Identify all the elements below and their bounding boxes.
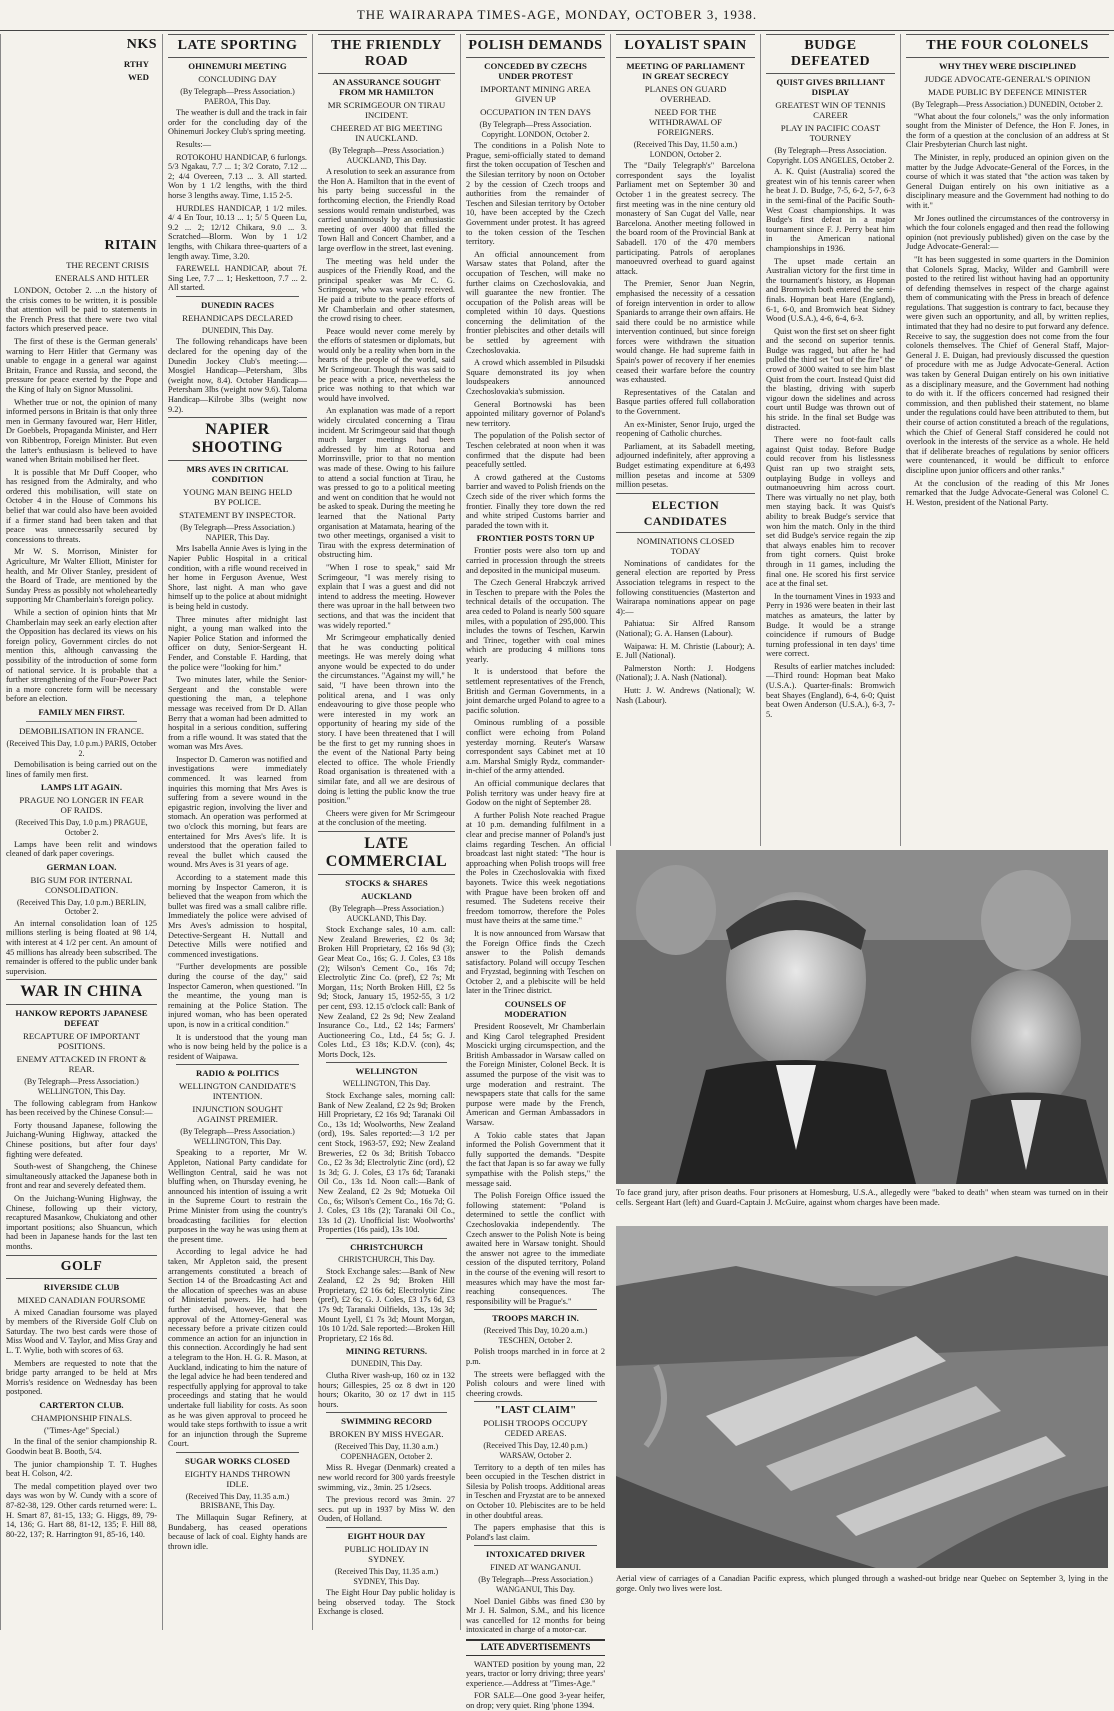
article-paragraph: Frontier posts were also torn up and carried in procession through the streets and deposited in the municipal museum. — [466, 546, 605, 575]
article-heading: WAR IN CHINA — [6, 979, 157, 1005]
dateline: DUNEDIN, This Day. — [350, 1359, 423, 1369]
article-subheading: MR SCRIMGEOUR ON TIRAU INCIDENT. — [327, 100, 446, 120]
article-paragraph: The streets were beflagged with the Polish colours and were lined with cheering crowds. — [466, 1369, 605, 1398]
article-paragraph: A resolution to seek an assurance from the Hon A. Hamilton that in the event of his party being successful in the forthcoming election, the Friendly Road sessions would remain undisturbed, was carried unanimously by an enthusiastic meeting of over 4000 that filled the Town Hall and Concert Chamber, and a large overflow in the street, last evening. — [318, 167, 455, 253]
article-subheading: FINED AT WANGANUI. — [490, 1562, 581, 1573]
article-paragraph: An explanation was made of a report widely circulated concerning a Tirau incident. Mr Scrimgeour said that though much larger meetings had been addressed by him at Rotorua and Morrinsville, prior to that no mention was made of these. Owing to his failure to attend a social function at Tirau, he was pressed to go to a political meeting and went on condition that he would not be asked to speak. During the meeting he learned that the National Party organisation at Matamata, hearing of the two other meetings, organised a visit to Tirau with the express determination of obstructing him. — [318, 406, 455, 560]
article-paragraph: Territory to a depth of ten miles has been occupied in the Teschen district in Silesia by Polish troops. Additional areas in Teschen and Fryzstat are to be annexed on October 10. Plebiscites are to be held in other doubtful areas. — [466, 1462, 605, 1520]
article-paragraph: Mr Jones outlined the circumstances of the controversy in which the four colonels engaged and then read the following opinion (not previously published) given on the case by the Judge Advocate-General:— — [906, 213, 1109, 252]
dateline: (Received This Day, 1.0 p.m.) BERLIN, October 2. — [16, 897, 147, 917]
classified-ad: FOR SALE—One good 3-year heifer, on drop; very quiet. Ring 'phone 1394. — [466, 1691, 605, 1710]
article-subheading: MRS AVES IN CRITICAL CONDITION — [186, 464, 289, 485]
article-subheading: ENEMY ATTACKED IN FRONT & REAR. — [16, 1054, 147, 1075]
advertisements-heading: LATE ADVERTISEMENTS — [466, 1639, 605, 1656]
article-heading: RADIO & POLITICS — [176, 1064, 299, 1078]
fragment-subheading: WED — [127, 72, 149, 82]
article-heading: DUNEDIN RACES — [176, 296, 299, 310]
dateline: CHRISTCHURCH, This Day. — [338, 1254, 435, 1264]
article-heading: SUGAR WORKS CLOSED — [176, 1452, 299, 1466]
column-2 — [162, 34, 312, 1630]
article-paragraph: The conditions in a Polish Note to Prague, semi-officially stated to demand first the token occupation of Teschen and the Silesian territory by noon on October 2 by the cession of Czech troops and authorities from the remainder of Teschen and Silesian territory by October 10, have been accepted by the Czech Government under protest. It has agreed to the token cession of the Teschen territory. — [466, 141, 605, 247]
article-subheading: WHY THEY WERE DISCIPLINED — [938, 61, 1077, 71]
article-paragraph: An official announcement from Warsaw states that Poland, after the occupation of Teschen, will make no further claims on Czechoslovakia, and will guarantee the new frontier. The occupation of the Polish areas will be completed within 10 days. Questions concerning the delimitation of the frontier plebiscites and other details will be settled by agreement with Czechoslovakia. — [466, 249, 605, 355]
article-subheading: AN ASSURANCE SOUGHT FROM MR HAMILTON — [332, 77, 441, 97]
article-heading: LATE SPORTING — [168, 34, 307, 58]
article-paragraph: Pahiatua: Sir Alfred Ransom (National); G. A. Hansen (Labour). — [616, 619, 755, 638]
article-heading: INTOXICATED DRIVER — [474, 1545, 597, 1559]
article-subheading: PUBLIC HOLIDAY IN SYDNEY. — [344, 1544, 429, 1565]
article-paragraph: A crowd gathered at the Customs barrier and waved to Polish friends on the Czech side of the river which forms the frontier. Finally they tore down the red and white striped Customs barrier and paraded the town with it. — [466, 472, 605, 530]
dateline: (Received This Day, 1.0 p.m.) PRAGUE, October 2. — [15, 818, 148, 837]
column-1 — [0, 34, 162, 1630]
article-subheading: MEETING OF PARLIAMENT IN GREAT SECRECY — [626, 61, 745, 81]
article-subheading: GREATEST WIN OF TENNIS CAREER — [775, 100, 886, 120]
article-paragraph: A further Polish Note reached Prague at 10 p.m. demanding fulfilment in a clear and precise manner of Poland's just claims regarding Teschen. An official broadcast last night stated: "The hour is approaching when Polish troops will free the Poles in Czechoslovakia with fixed bayonets. Twice this week negotiations with Prague have been broken off and resumed. The Sudetens receive their freedom tomorrow, therefore the Poles must have theirs at the same time." — [466, 810, 605, 926]
article-paragraph: Peace would never come merely by the efforts of statesmen or diplomats, but would only be a reality when born in the hearts of the people of the world, said Mr Scrimgeour. Though this was said to be peace with a price, nevertheless the price was nothing to that which war would have involved. — [318, 326, 455, 403]
dateline: (By Telegraph—Press Association.) AUCKLAND, This Day. — [329, 903, 444, 923]
photo-prison-guards — [616, 850, 1108, 1184]
dateline: (By Telegraph—Press Association. Copyright. LOS ANGELES, October 2. — [766, 146, 895, 165]
article-paragraph: A crowd which assembled in Pilsudski Square demonstrated its joy when loudspeakers announced Czechoslovakia's submission. — [466, 358, 605, 397]
article-paragraph: "When I rose to speak," said Mr Scrimgeour, "I was merely rising to explain that I was a guest and did not intend to address the meeting. However there was uproar in the hall between two sections, and that was the incident that was widely reported." — [318, 562, 455, 630]
article-paragraph: Inspector D. Cameron was notified and investigations were immediately commenced. It was learned from inquiries this morning that Mrs Aves is suffering from a severe wound in the epigastric region, involving the liver and stomach. An operation was performed at two o'clock this morning, but fears are entertained for Mrs Aves's life. It is understood that the operation failed to reveal the bullet which caused the wound. Mrs Aves is 31 years of age. — [168, 754, 307, 870]
article-subheading: NOMINATIONS CLOSED TODAY — [636, 535, 735, 556]
article-paragraph: Stock Exchange sales:—Bank of New Zealand, £2 2s 9d; Broken Hill Proprietary, £2 16s 6d; Electrolytic Zinc (pref), £2 6s; G. J. Coles, £3 17s 6d, £3 17s 9d; Taranaki Oilfields, 13s, 13s 3d; Mount Lyell, £1 7s 3d; Mount Morgan, 10s 10 1/2d. Sale reported:—Broken Hill Proprietary, £2 16s 8d. — [318, 1266, 455, 1343]
article-paragraph: There were no foot-fault calls against Quist today. Before Budge could recover from his listlessness Quist ran up two straight sets, outplaying Budge in volleys and outmanoeuvring him across court. There was virtually no net play, both men staying back. It was Quist's ability to break Budge's service that won him the match. Only in the third set did Budge's service regain the zip that always enables him to recover from tight corners. Quist broke through in 11 games, including the final one. He scored his first service ace at the final set. — [766, 435, 895, 589]
dateline: (By Telegraph—Press Association.) WANGANUI, This Day. — [478, 1575, 593, 1594]
article-paragraph: An internal consolidation loan of 125 millions sterling is being floated at 98 1/4, with interest at 4 1/2 per cent. An amount of 45 millions has already been subscribed. The remainder is offered to the public under bank supervision. — [6, 918, 157, 976]
article-paragraph: Representatives of the Catalan and Basque parties offered full collaboration to the Government. — [616, 387, 755, 417]
column-3 — [312, 34, 460, 1630]
article-paragraph: The weather is dull and the track in fair order for the concluding day of the Ohinemuri Jockey Club's spring meeting. — [168, 108, 307, 137]
dateline: (Received This Day, 10.20 a.m.) TESCHEN, October 2. — [483, 1326, 588, 1345]
article-paragraph: The population of the Polish sector of Teschen celebrated at noon when it was confirmed that the dispute had been peacefully settled. — [466, 431, 605, 470]
dateline: (By Telegraph—Press Association.) WELLINGTON, This Day. — [180, 1127, 295, 1146]
article-paragraph: The junior championship T. T. Hughes beat H. Colson, 4/2. — [6, 1459, 157, 1479]
article-paragraph: It is possible that Mr Duff Cooper, who has resigned from the Admiralty, and who ordered this mobilisation, will state on October 4 in the House of Commons his belief that war could also have been avoided if a firmer stand had been taken and that peace was unnecessarily secured by concessions to threats. — [6, 467, 157, 544]
article-paragraph: Members are requested to note that the bridge party arranged to be held at Mrs Morris's residence on Wednesday has been postponed. — [6, 1358, 157, 1397]
article-paragraph: Whether true or not, the opinion of many informed persons in Britain is that only three men in Germany favoured war, Herr Hitler, Dr Goebbels, Propaganda Minister, and Herr von Ribbentrop, Foreign Minister. But even the latter's enthusiasm is believed to have waned when Britain mobilised her fleet. — [6, 397, 157, 465]
article-paragraph: The Polish Foreign Office issued the following statement: "Poland is determined to settle the conflict with Czechoslovakia independently. The Czech answer to the Polish Note is being awaited here in Warsaw tonight. Should the answer not agree to the immediate cession of the disputed territory, Poland in the course of the evening will resort to measures which may have the most far-reaching consequences. The responsibility will be Prague's." — [466, 1191, 605, 1306]
article-subheading: DEMOBILISATION IN FRANCE. — [19, 725, 144, 736]
article-paragraph: President Roosevelt, Mr Chamberlain and King Carol telegraphed President Moscicki urging circumspection, and the British Ambassador in Warsaw called on the Foreign Minister, Colonel Beck. It is assumed the purpose of the visit was to urge moderation and restraint. The newspapers state that calls for the same purpose were made by the French, American and German Ambassadors in Warsaw. — [466, 1022, 605, 1127]
article-paragraph: A Tokio cable states that Japan informed the Polish Government that it fully supported the demands. "Despite the fact that Japan is so far away we fully sympathise with the Polish steps," the message said. — [466, 1130, 605, 1188]
article-heading: LOYALIST SPAIN — [616, 34, 755, 58]
article-subheading: PRAGUE NO LONGER IN FEAR OF RAIDS. — [19, 795, 144, 816]
article-heading: THE FRIENDLY ROAD — [318, 34, 455, 74]
article-heading: AUCKLAND — [361, 890, 412, 901]
article-subheading: BROKEN BY MISS HVEGAR. — [329, 1429, 444, 1440]
article-subheading: EIGHTY HANDS THROWN IDLE. — [184, 1468, 291, 1489]
article-subheading: CONCEDED BY CZECHS UNDER PROTEST — [484, 61, 587, 81]
article-subheading: RECAPTURE OF IMPORTANT POSITIONS. — [22, 1031, 141, 1052]
article-subheading: INJUNCTION SOUGHT AGAINST PREMIER. — [192, 1104, 283, 1125]
article-subheading: PLAY IN PACIFIC COAST TOURNEY — [780, 123, 881, 143]
article-paragraph: The upset made certain an Australian victory for the first time in the tournament's history, as Hopman and Bromwich both entered the semi-finals. Hopman beat Hare (England), 6-1, 6-0, and Bromwich beat Sidney Wood (U.S.A.), 4-6, 6-4, 6-3. — [766, 256, 895, 324]
article-subheading: HANKOW REPORTS JAPANESE DEFEAT — [15, 1008, 148, 1029]
article-subheading: QUIST GIVES BRILLIANT DISPLAY — [776, 77, 885, 97]
dateline: ("Times-Age" Special.) — [43, 1425, 120, 1435]
article-paragraph: According to a statement made this morning by Inspector Cameron, it is believed that the weapon from which the bullet was fired was a small calibre rifle. Immediately the police were advised of Mrs Aves's admission to hospital, Detective-Sergeant H. Nuttall and Detective Mills were notified and commenced investigations. — [168, 873, 307, 959]
article-paragraph: "Further developments are possible during the course of the day," said Inspector Cameron, when questioned. "In the meantime, the young man is remaining at the Police Station. The injured woman, who has been operated upon, is now in a critical condition." — [168, 962, 307, 1029]
article-subheading: OHINEMURI MEETING — [188, 61, 287, 71]
article-subheading: POLISH TROOPS OCCUPY CEDED AREAS. — [483, 1418, 588, 1439]
article-subheading: FRONTIER POSTS TORN UP — [476, 533, 595, 544]
article-heading: EIGHT HOUR DAY — [326, 1527, 447, 1541]
article-paragraph: The previous record was 3min. 27 secs. put up in 1937 by Miss W. den Ouden, of Holland. — [318, 1495, 455, 1524]
article-subheading: RIVERSIDE CLUB — [43, 1281, 120, 1292]
race-result: ROTOKOHU HANDICAP, 6 furlongs. 5/3 Ngakau, 7.7 ... 1; 3/2 Corato, 7.12 ... 2; 4/4 Overeen, 7.13 ... 3. All started. Won by 1 1/2 lengths, with the third horse 3 lengths away. Time, 1.15 2-5. — [168, 152, 307, 200]
article-paragraph: Miss R. Hvegar (Denmark) created a new world record for 300 yards freestyle swimming, viz., 3min. 25 1/2secs. — [318, 1463, 455, 1492]
article-heading: POLISH DEMANDS — [466, 34, 605, 58]
photo-caption: Aerial view of carriages of a Canadian Pacific express, which plunged through a washed-out bridge near Quebec on September 3, lying in the gorge. Only two lives were lost. — [616, 1574, 1108, 1593]
article-paragraph: Palmerston North: J. Hodgens (National); J. A. Nash (National). — [616, 663, 755, 683]
article-subheading: IMPORTANT MINING AREA GIVEN UP — [480, 84, 591, 104]
article-heading: BUDGE DEFEATED — [766, 34, 895, 74]
article-paragraph: Mr W. S. Morrison, Minister for Agriculture, Mr Walter Elliott, Minister for health, and Mr Oliver Stanley, president of the Board of Trade, are mentioned by the Sunday Press as possibly not wholeheartedly supporting Mr Chamberlain's foreign policy. — [6, 547, 157, 605]
article-paragraph: Mr Scrimgeour emphatically denied that he was conducting political meetings. He was merely doing what anyone would be expected to do under the circumstances. "Against my will," he said, "I have been thrown into the political arena, and I was only endeavouring to give those people who were interested in my work an opportunity of hearing my side of the story. I have been threatened that I will be the first to get my running shoes in the event of the National Party being elected to office. The whole Friendly Road organisation is threatened with a similar fate, and all we are desirous of doing is letting the public know the true position." — [318, 633, 455, 806]
article-paragraph: Quist won the first set on sheer fight and the second on superior tennis. Budge was ragged, but after he had pulled the third set "out of the fire" the crowd of 3000 waited to see him blast Quist from the court. Instead Quist did the blasting, driving with superb vigour down the sidelines and across court until Budge was thrown out of his stride. In the final set Budge was distracted. — [766, 326, 895, 432]
dateline: DUNEDIN, This Day. — [201, 325, 274, 335]
article-paragraph: Waipawa: H. M. Christie (Labour); A. E. Jull (National). — [616, 641, 755, 661]
article-subheading: NEED FOR THE WITHDRAWAL OF FOREIGNERS. — [649, 107, 722, 137]
article-paragraph: At the conclusion of the reading of this Mr Jones remarked that the Judge Advocate-General was Colonel C. H. Weston, president of the National Party. — [906, 478, 1109, 507]
column-6 — [760, 34, 900, 846]
article-paragraph: An official communique declares that Polish territory was under heavy fire at Godow on the night of September 28. — [466, 779, 605, 808]
article-subheading: PLANES ON GUARD OVERHEAD. — [644, 84, 727, 104]
column-5 — [610, 34, 760, 846]
article-heading: SWIMMING RECORD — [326, 1412, 447, 1426]
article-paragraph: Polish troops marched in in force at 2 p.m. — [466, 1347, 605, 1367]
article-heading: GOLF — [6, 1255, 157, 1279]
article-subheading: COUNSELS OF MODERATION — [504, 999, 567, 1020]
article-paragraph: "It has been suggested in some quarters in the Dominion that Colonels Sprag, Macky, Wilder and Gambrill were posted to the retired list without having had an opportunity of defending themselves in respect of the charge against them of communicating with the Press in breach of defence regulations. That suggestion is contrary to fact, because they were given such an opportunity, and all, by written replies, intimated that they had no desire to put forward any defence. Receive to say, the suggestion does not come from the four colonels themselves. The Chief of General Staff, Major-General J. E. Duigan, had previously discussed the question of procedure with me as Judge Advocate-General. Action was taken by General Duigan entirely on his own initiative as a disciplinary measure, and the Government had nothing to do with it. If the officers concerned had resigned their commission, and then published their statement, no blame under the regulations could have been attributed to them, but their course of action constituted a breach of the regulations, which the Chief of General Staff considered he could not overlook in the interests of the service as a whole. He held that if deliberate breaches of regulations by senior officers were countenanced, it would be difficult to enforce discipline upon junior officers and other ranks." — [906, 254, 1109, 475]
article-paragraph: The following rehandicaps have been declared for the opening day of the Dunedin Jockey Club's meeting:— Mosgiel Handicap—Petersham, 3lbs (weight now, 8.4). October Handicap—Petersham 3lbs (weight now 9.6). Taloma Handicap—Kilrobe 3lbs (weight now 9.2). — [168, 337, 307, 414]
article-heading: GERMAN LOAN. — [46, 861, 117, 872]
article-subheading: WELLINGTON CANDIDATE'S INTENTION. — [179, 1081, 296, 1102]
article-paragraph: Cheers were given for Mr Scrimgeour at the conclusion of the meeting. — [318, 808, 455, 828]
article-paragraph: Nominations of candidates for the general election are reported by Press Association telegrams in respect to the following constituencies (Masterton and Wairarapa nominations appear on page 4):— — [616, 558, 755, 616]
photo-train-wreck — [616, 1226, 1108, 1568]
article-paragraph: Stock Exchange sales, 10 a.m. call: New Zealand Breweries, £2 0s 3d; Broken Hill Proprietary, £2 16s 9d (3); Gear Meat Co., 16s; G. J. Coles, £3 18s (2); Wilson's Cement Co., 16s 7d; Electrolytic Zinc Co. (pref), £2 7s; Mt Morgan, 11s; North Broken Hill, £2 5s 9d; Stock, January 15, 1952-55, 3 1/2 per cent, £93. 12.15 o'clock call: Bank of New Zealand, £2 2s 9d; New Zealand Insurance Co., Ltd., £2 14s; Farmers' Auctioneering Co., Ltd., £4 5s; G. J. Coles Ltd., £3 18s; K.D.V. (con), 4s; Morts Dock, 12s. — [318, 925, 455, 1059]
article-paragraph: Forty thousand Japanese, following the Juichang-Wuning Highway, attacked the Chinese positions, but after four days' fighting were defeated. — [6, 1120, 157, 1159]
article-subheading: BIG SUM FOR INTERNAL CONSOLIDATION. — [30, 874, 133, 895]
article-paragraph: According to legal advice he had taken, Mr Appleton said, the present arrangements constituted a breach of Section 14 of the Broadcasting Act and the allocation of speeches was an abuse of Ministerial powers. He had been further advised, however, that the approval of the Attorney-General was necessary before a private citizen could commence an action for an injunction in this connection. Accordingly he had sent a telegram to the Hon. H. G. R. Mason, at Auckland, indicating to him the nature of the legal advice he had been tendered and respectfully applying for approval to take proceedings and stating that he would undertake full liability for costs. As soon as he was given approval to proceed he would take steps forthwith to issue a writ for an injunction through the Supreme Court. — [168, 1247, 307, 1449]
article-paragraph: It is understood that the young man who is now being held by the police is a resident of Waipawa. — [168, 1032, 307, 1061]
section-subheading: STOCKS & SHARES — [345, 877, 428, 888]
article-subheading: CHAMPIONSHIP FINALS. — [31, 1412, 132, 1423]
column-7 — [900, 34, 1114, 846]
article-subheading: MINING RETURNS. — [345, 1346, 428, 1357]
photo-caption: To face grand jury, after prison deaths. Four prisoners at Homesburg, U.S.A., allegedly were "baked to death" when steam was turned on in their cells. Sergeant Hart (left) and Guard-Captain J. McGuire, against whom charges have been made. — [616, 1188, 1108, 1207]
article-paragraph: "What about the four colonels," was the only information sought from the Minister of Defence, the Hon F. Jones, in the form of a question at the conclusion of an address at St Clair Presbyterian Church last night. — [906, 111, 1109, 150]
article-paragraph: The meeting was held under the auspices of the Friendly Road, and the principal speaker was Mr C. G. Scrimgeour, who was warmly received. He paid a tribute to the peace efforts of Mr Chamberlain and other statesmen, the crowd rising to cheer. — [318, 256, 455, 324]
article-paragraph: The Millaquin Sugar Refinery, at Bundaberg, has ceased operations because of lack of coal. Eighty hands are thrown idle. — [168, 1513, 307, 1551]
fragment-subheading: RTHY — [123, 59, 149, 69]
article-paragraph: A. K. Quist (Australia) scored the greatest win of his tennis career when he beat J. D. Budge, 7-5, 6-2, 5-7, 6-3 in the semi-final of the Pacific South-West Coast championships. It was Budge's first defeat in a major tournament since F. J. Perry beat him in the American national championships in 1936. — [766, 167, 895, 253]
article-paragraph: Results of earlier matches included:—Third round: Hopman beat Mako (U.S.A.). Quarter-finals: Bromwich beat Shayes (England), 6-4, 6-0; Quist beat Owen Anderson (U.S.A.), 6-3, 7-5. — [766, 661, 895, 719]
dateline: (By Telegraph—Press Association.) DUNEDIN, October 2. — [912, 100, 1103, 109]
fragment-subheading: ENERALS AND HITLER — [55, 273, 149, 283]
article-paragraph: The papers emphasise that this is Poland's last claim. — [466, 1523, 605, 1542]
article-heading: "LAST CLAIM" — [474, 1401, 597, 1415]
article-paragraph: On the Juichang-Wuning Highway, the Chinese, following up their victory, recaptured Masankow, Chukiatong and other important positions; also Shuancun, which had been in Japanese hands for the last ten months. — [6, 1193, 157, 1251]
article-subheading: OCCUPATION IN TEN DAYS — [480, 107, 591, 117]
column-4 — [460, 34, 610, 1710]
article-paragraph: It is understood that before the settlement representatives of the French, British and German Governments, in a joint demarche urged Poland to agree to a pacific solution. — [466, 667, 605, 715]
article-subheading: YOUNG MAN BEING HELD BY POLICE. — [182, 487, 293, 508]
article-paragraph: The medal competition played over two days was won by W. Cundy with a score of 87-82-38, 129. Other cards returned were: L. H. Smart 87, 81-15, 133; G. Higgs, 89, 79-14, 136; G. Hart 88, 81-12, 135; F. Hill 88, 80-22, 137; R. Harrington 91, 85-16, 140. — [6, 1481, 157, 1539]
article-paragraph: The "Daily Telegraph's" Barcelona correspondent says the loyalist Parliament met on September 30 and October 1 in the greatest secrecy. The first meeting was in the nine century old monastery of San Cugat del Valle, near Barcelona. Another meeting followed in the board room of the Provincial Bank at Sabadell. 170 of the 470 members participating. Patrols of aeroplanes manoeuvred overhead to guard against attack. — [616, 161, 755, 276]
fragment-heading: NKS — [126, 37, 157, 52]
dateline: (Received This Day, 11.35 a.m.) SYDNEY, This Day. — [334, 1567, 439, 1586]
article-paragraph: LONDON, October 2. ...n the history of the crisis comes to be written, it is possible that attention will be paid to statements in the French Press that there were two vital factors which preserved peace. — [6, 286, 157, 334]
article-paragraph: The first of these is the German generals' warning to Herr Hitler that Germany was unable to engage in a general war against Britain, France and Russia, and second, the pressure for peace exerted by the Pope and the King of Italy on Signor Mussolini. — [6, 336, 157, 394]
dateline: (Received This Day, 11.30 a.m.) COPENHAGEN, October 2. — [334, 1442, 439, 1461]
classified-ad: WANTED position by young man, 22 years, tractor or lorry driving; three years' experience.—Address at "Times-Age." — [466, 1659, 605, 1688]
article-paragraph: Clutha River wash-up, 160 oz in 132 hours; Gillespies, 25 oz 8 dwt in 120 hours; Okarito, 30 oz 17 dwt in 115 hours. — [318, 1370, 455, 1409]
article-paragraph: The following cablegram from Hankow has been received by the Chinese Consul:— — [6, 1098, 157, 1118]
article-paragraph: Ominous rumbling of a possible conflict were echoing from Poland yesterday morning. Reuter's Warsaw correspondent says Cabinet met at 10 a.m. Marshal Smigly Rydz, commander-in-chief of the army attended. — [466, 718, 605, 776]
article-paragraph: General Bortnowski has been appointed military governor of Poland's new territory. — [466, 399, 605, 428]
dateline: (By Telegraph—Press Association.) AUCKLAND, This Day. — [329, 146, 444, 165]
section-heading: LATE COMMERCIAL — [318, 831, 455, 875]
article-subheading: CARTERTON CLUB. — [39, 1399, 124, 1410]
article-paragraph: Three minutes after midnight last night, a young man walked into the Napier Police Station and informed the officer on duty, Senior-Sergeant H. Fender, and Constable F. Harding, that the police were "looking for him." — [168, 614, 307, 672]
article-paragraph: Demobilisation is being carried out on the lines of family men first. — [6, 760, 157, 779]
article-paragraph: Mrs Isabella Annie Aves is lying in the Napier Public Hospital in a critical condition, with a rifle wound received in her home in Ferguson Avenue, West Shore, last night. A man who gave himself up to the police at about midnight is being held in custody. — [168, 544, 307, 611]
article-paragraph: It is now announced from Warsaw that the Foreign Office finds the Czech answer to the Polish demands satisfactory. Poland will occupy Teschen and Fryzstad, beginning with Teschen on October 2, and a plebiscite will be held later in the Trinec district. — [466, 928, 605, 996]
article-heading: LAMPS LIT AGAIN. — [40, 782, 123, 793]
article-subheading: MIXED CANADIAN FOURSOME — [17, 1294, 146, 1305]
dateline: (Received This Day, 11.50 a.m.) LONDON, October 2. — [633, 140, 738, 159]
article-paragraph: The Premier, Senor Juan Negrin, emphasised the necessity of a cessation of foreign intervention in order to allow Spaniards to arrange their own affairs. He said there could be no armistice while intervention continued, but since foreign forces were withdrawn the situation would change. He had supreme faith in Spain's power of recovery if her enemies ceased their warfare before the country was exhausted. — [616, 279, 755, 385]
article-heading: NAPIER SHOOTING — [168, 417, 307, 461]
dateline: (Received This Day, 12.40 p.m.) WARSAW, October 2. — [483, 1441, 588, 1461]
dateline: (By Telegraph—Press Association.) NAPIER, This Day. — [180, 523, 295, 542]
dateline: (By Telegraph—Press Association.) WELLINGTON, This Day. — [24, 1077, 139, 1097]
dateline: WELLINGTON, This Day. — [342, 1079, 431, 1089]
article-paragraph: The Czech General Hrabczyk arrived in Teschen to prepare with the Poles the technical details of the occupation. The area ceded to Poland is nearly 500 square miles, with a population of 295,000. This includes the towns of Teschen, Karwin and Trinec, together with coal mines which are producing 4 millions tons yearly. — [466, 578, 605, 664]
article-paragraph: Stock Exchange sales, morning call: Bank of New Zealand, £2 2s 9d; Broken Hill Proprietary, £2 16s 9d; Taranaki Oil Co., 13s 1d; Woolworths, New Zealand (ord), 19s. Sales reported:—3 1/2 per cent Stock, 1963-57, £92; New Zealand Breweries, £2 0s 3d; British Tobacco Co., £2 3s 3d; Electrolytic Zinc (ord), £2 1s 3d; G. J. Coles, £3 17s 6d; Taranaki Oil Co., 13s 1d. Noon call:—Bank of New Zealand, £2 2s 9d; Motueka Oil Co., 6s; Wilson's Cement Co., 16s 7d; G. J. Coles, £3 18s (2); Taranaki Oil Co., 13s 1d (2). Unofficial list: Woolworths' Properties (16s paid), 13s 10d. — [318, 1091, 455, 1235]
article-paragraph: The Minister, in reply, produced an opinion given on the matter by the Judge Advocate-General of the Forces, in the course of which it was stated that "the action was taken by General Duigan entirely on his own initiative as a disciplinary measure and the Government had nothing to do with it." — [906, 152, 1109, 210]
article-heading: FAMILY MEN FIRST. — [38, 706, 125, 717]
article-subheading: REHANDICAPS DECLARED — [182, 312, 293, 323]
article-heading: TROOPS MARCH IN. — [474, 1309, 597, 1323]
race-result: FAREWELL HANDICAP, about 7f. Sing Lee, 7.7 ... 1; Heskettoon, 7.7 ... 2. All started. — [168, 264, 307, 293]
fragment-heading: RITAIN — [104, 238, 157, 253]
article-paragraph: Speaking to a reporter, Mr W. Appleton, National Party candidate for Wellington Central, said he was not bluffing when, on Thursday evening, he announced his intention of issuing a writ in the Supreme Court to restrain the Prime Minister from using the country's broadcasting facilities for election purposes in the way he was using them at the present time. — [168, 1148, 307, 1244]
article-subheading: JUDGE ADVOCATE-GENERAL'S OPINION — [924, 74, 1091, 84]
article-paragraph: South-west of Shangcheng, the Chinese simultaneously attacked the Japanese both in front and rear and severely defeated them. — [6, 1162, 157, 1191]
dateline: (Received This Day, 11.35 a.m.) BRISBANE, This Day. — [185, 1491, 290, 1511]
article-subheading: CONCLUDING DAY — [198, 74, 277, 84]
article-paragraph: In the final of the senior championship R. Goodwin beat B. Booth, 5/4. — [6, 1437, 157, 1457]
article-paragraph: Hutt: J. W. Andrews (National); W. Nash (Labour). — [616, 685, 755, 705]
masthead: THE WAIRARAPA TIMES-AGE, MONDAY, OCTOBER 3, 1938. — [0, 0, 1114, 31]
article-paragraph: Results:— — [176, 139, 212, 149]
dateline: (By Telegraph—Press Association. Copyright. LONDON, October 2. — [479, 120, 592, 139]
article-paragraph: Two minutes later, while the Senior-Sergeant and the constable were questioning the man, a telephone message was received from Dr D. Allan Berry that a woman had been admitted to hospital in a serious condition, suffering from a rifle wound. It was stated that the woman was Mrs Aves. — [168, 675, 307, 752]
article-heading: CHRISTCHURCH — [326, 1238, 447, 1252]
article-paragraph: A mixed Canadian foursome was played by members of the Riverside Golf Club on Saturday. The two best cards were those of Miss Wood and V. Taylor, and Miss Gray and L. T. Wylie, both with scores of 63. — [6, 1307, 157, 1355]
dateline: (By Telegraph—Press Association.) PAEROA, This Day. — [180, 87, 295, 106]
article-paragraph: The Eight Hour Day public holiday is being observed today. The Stock Exchange is closed. — [318, 1588, 455, 1617]
article-paragraph: In the tournament Vines in 1933 and Perry in 1936 were beaten in their last matches as amateurs, the latter by Budge. It would be a strange coincidence if rumours of Budge turning professional in ten days' time were correct. — [766, 591, 896, 659]
article-subheading: CHEERED AT BIG MEETING IN AUCKLAND. — [330, 123, 443, 143]
article-heading: THE FOUR COLONELS — [906, 34, 1109, 58]
article-paragraph: While a section of opinion hints that Mr Chamberlain may seek an early election after the Opposition has declared its views on his foreign policy, Government circles do not mention this, although canvassing the possibility of the introduction of some form of national service. It is probable that a further strengthening of the Four-Power Pact in a more concrete form will be necessary before an election. — [6, 608, 157, 704]
article-heading: WELLINGTON — [326, 1062, 447, 1076]
dateline: (Received This Day, 1.0 p.m.) PARIS, October 2. — [6, 738, 157, 758]
article-paragraph: Parliament, at its Sabadell meeting, adjourned indefinitely, after approving a Budget estimating expenditure at 6,493 million pesetas and income at 5309 million pesetas. — [616, 441, 755, 490]
article-subheading: STATEMENT BY INSPECTOR. — [179, 510, 296, 521]
article-subheading: MADE PUBLIC BY DEFENCE MINISTER — [927, 87, 1087, 97]
article-paragraph: Lamps have been relit and windows cleaned of dark paper coverings. — [6, 839, 157, 859]
article-heading: ELECTION CANDIDATES — [616, 493, 755, 533]
article-paragraph: An ex-Minister, Senor Irujo, urged the reopening of Catholic churches. — [616, 419, 755, 439]
fragment-subheading: THE RECENT CRISIS — [66, 260, 149, 270]
race-result: HURDLES HANDICAP, 1 1/2 miles. 4/ 4 En Tour, 10.13 ... 1; 5/ 5 Queen Lu, 9.2 ... 2; 12/12 Chikara, 9.0 ... 3. Scratched—Blorm. Won by 1 1/2 lengths, with Chikara three-quarters of a length away. Time, 3.20. — [168, 203, 307, 261]
article-paragraph: Noel Daniel Gibbs was fined £30 by Mr J. H. Salmon, S.M., and his licence was cancelled for 12 months for being intoxicated in charge of a motor-car. — [466, 1596, 605, 1635]
